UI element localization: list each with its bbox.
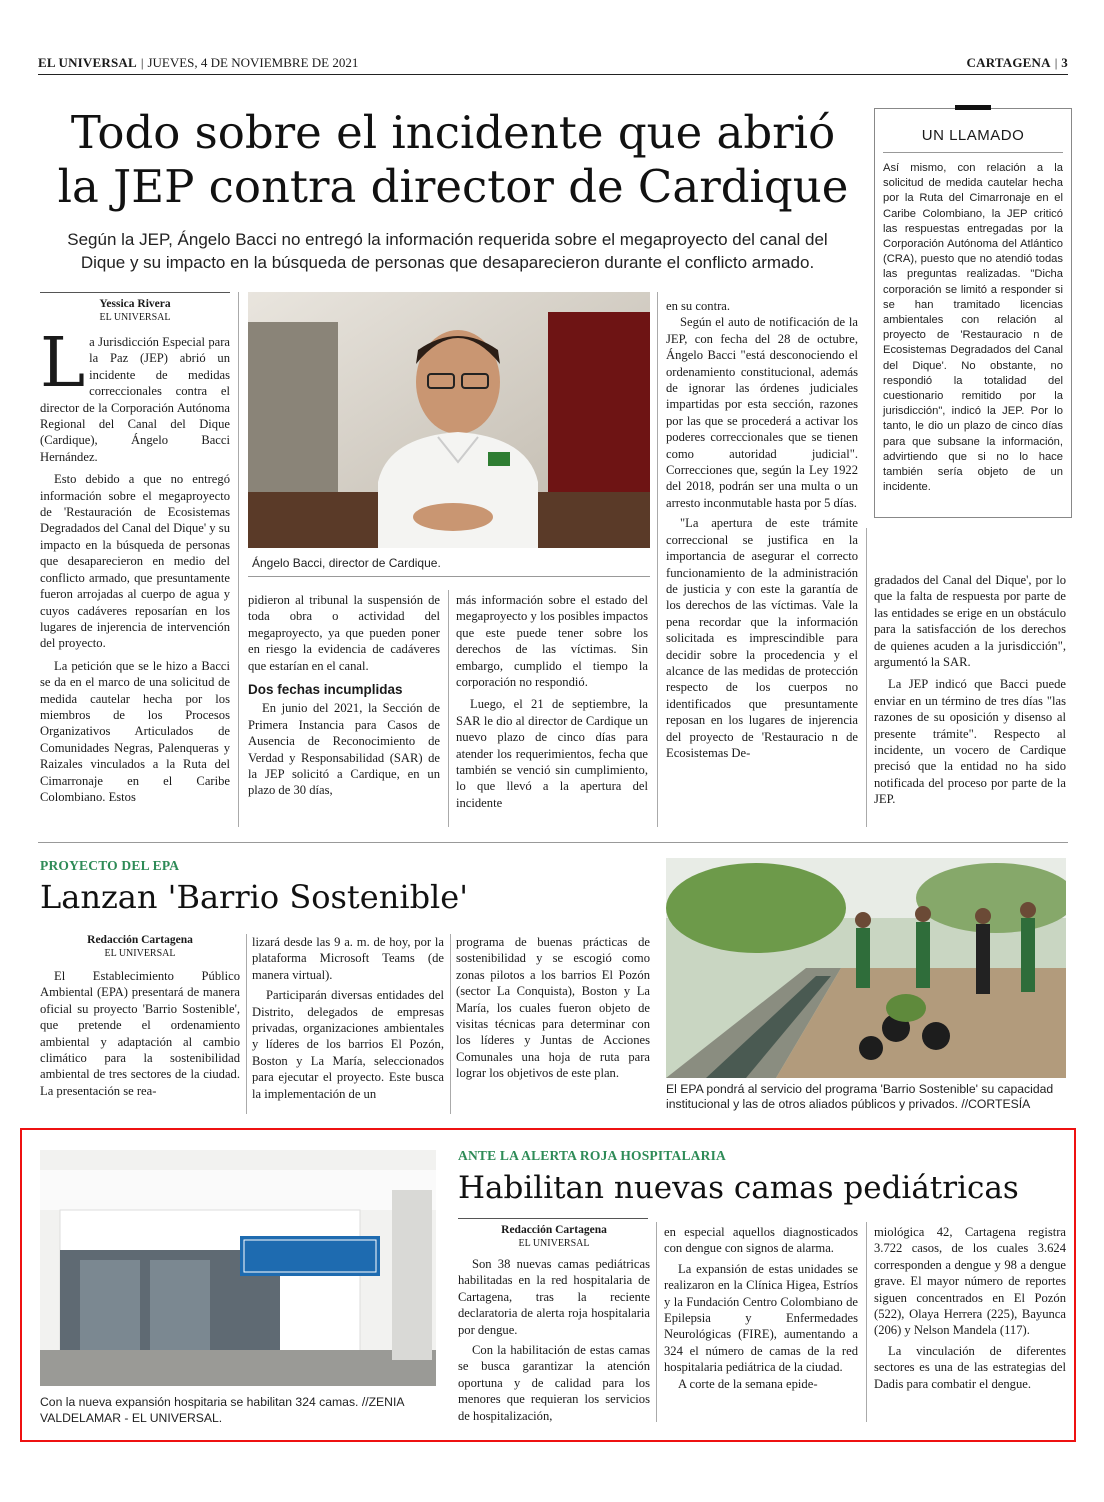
paragraph: "La apertura de este trámite correccional se justifica en la importancia de asegurar el correcto funcionamiento de la administración de justicia y con este la garantía de los derechos de las víctimas. Vale la pena recordar que la información solicitada es imprescindible para decidir sobre la procedencia y el alcance de las medidas de protección respecto de los cuerpos no identificados que presuntamente reposan en los lugares de injerencia del proyecto de 'Restauracio n de Ecosistemas De- [666, 516, 858, 760]
paragraph: Esto debido a que no entregó información sobre el megaproyecto de 'Restauración de Ecosistemas Degradados del Canal del Dique' y su impacto en la búsqueda de personas que desaparecieron en medio del conflicto armado, que presuntamente fueron arrojadas al cuerpo de agua y cuyos cadáveres reposarían en los lugares de injerencia de intervención del proyecto. [40, 472, 230, 651]
portrait-illustration [248, 292, 650, 548]
paragraph: El Establecimiento Público Ambiental (EPA) presentará de manera oficial su proyecto 'Barrio Sostenible', que pretende el ordenamiento ambiental y adaptación al cambio climático para la sostenibilidad ambiental de tres sectores de la ciudad. La presentación se rea- [40, 969, 240, 1098]
byline-publication: EL UNIVERSAL [518, 1238, 590, 1249]
photo-barrio-sostenible [666, 858, 1066, 1078]
lead-paragraph [40, 324, 230, 465]
paragraph: La expansión de estas unidades se realizaron en la Clínica Higea, Estríos y la Fundación Centro Colombiano de Epilepsia y Enfermedades Neurológicas (FIRE), aumentando a 324 el número de camas de la red hospitalaria pediátrica de la ciudad. [664, 1261, 858, 1375]
photo-angelo-bacci [248, 292, 650, 548]
paragraph: Según el auto de notificación de la JEP, con fecha del 28 de octubre, Ángelo Bacci "está desconociendo el ordenamiento constitucional, además de ignorar las órdenes judiciales impartidas por esta sección, razones por las que se procederá a activar los poderes correccionales que se tienen como autoridad judicial". Correcciones que, según la Ley 1922 del 2018, podrán ser una multa o un arresto inconmutable hasta por 5 días. [666, 315, 858, 510]
photo-hospital [40, 1150, 436, 1386]
photo-caption: Ángelo Bacci, director de Cardique. [252, 556, 441, 570]
camas-column-2 [664, 1224, 858, 1392]
paragraph: A corte de la semana epide- [678, 1376, 818, 1391]
epa-byline [40, 934, 240, 960]
sidebar-accent-bar [955, 105, 991, 110]
drop-cap: L [40, 324, 86, 403]
column-divider [450, 934, 451, 1114]
paragraph: La vinculación de diferentes sectores es una de las estrategias del Dadis para combatir el dengue. [874, 1343, 1066, 1391]
main-column-2 [248, 592, 440, 799]
epa-column-2 [252, 934, 444, 1102]
subheading: Dos fechas incumplidas [248, 682, 403, 698]
main-column-5 [874, 572, 1066, 808]
caption-rule [248, 576, 650, 577]
epa-kicker: PROYECTO DEL EPA [40, 858, 180, 873]
planting-scene-illustration [666, 858, 1066, 1078]
camas-headline: Habilitan nuevas camas pediátricas [458, 1170, 1019, 1206]
main-column-1 [40, 298, 230, 805]
main-deck [40, 228, 855, 274]
epa-headline: Lanzan 'Barrio Sostenible' [40, 878, 469, 916]
byline-author: Redacción Cartagena [87, 934, 193, 946]
sidebar-title: UN LLAMADO [883, 109, 1063, 153]
section-name: CARTAGENA [966, 55, 1051, 70]
column-divider [246, 934, 247, 1114]
byline-rule [458, 1218, 648, 1219]
masthead [38, 52, 1068, 75]
column-divider [448, 590, 449, 827]
epa-column-1 [40, 934, 240, 1099]
lead-text: a Jurisdicción Especial para la Paz (JEP) abrió un incidente de medidas correccionales contra el director de la Corporación Autónoma Regional del Canal del Dique (Cardique), Ángelo Bacci Hernández. [40, 335, 230, 464]
paragraph: en su contra. [666, 299, 730, 313]
hospital-building-illustration [40, 1150, 436, 1386]
paragraph: lizará desde las 9 a. m. de hoy, por la plataforma Microsoft Teams (de manera virtual). [252, 935, 444, 982]
byline-publication: EL UNIVERSAL [99, 312, 171, 323]
main-column-3 [456, 592, 648, 811]
column-divider [866, 528, 867, 827]
paragraph: La JEP indicó que Bacci puede enviar en un término de tres días "las razones de su oposición y disenso al presente trámite". Respecto al incidente, un vocero de Cardique precisó que la entidad no ha sido notificada del proceso por parte de la JEP. [874, 677, 1066, 807]
paragraph: gradados del Canal del Dique', por lo que la falta de respuesta por parte de las entidades se erige en un obstáculo para la satisfacción de los derechos de quienes acuden a la jurisdicción", argumentó la SAR. [874, 573, 1066, 670]
deck-line-2: Dique y su impacto en la búsqueda de personas que desaparecieron durante el conflicto armado. [80, 253, 815, 272]
paragraph: en especial aquellos diagnosticados con dengue con signos de alarma. [664, 1225, 858, 1256]
paragraph: En junio del 2021, la Sección de Primera Instancia para Casos de Ausencia de Reconocimiento de Verdad y Responsabilidad (SAR) de la JEP solicitó a Cardique, en un plazo de 30 días, [248, 701, 440, 798]
camas-byline [458, 1224, 650, 1250]
column-divider [238, 292, 239, 827]
hospital-photo-caption: Con la nueva expansión hospitaria se habilitan 324 camas. //ZENIA VALDELAMAR - EL UNIVERSAL. [40, 1395, 404, 1425]
main-byline [40, 298, 230, 324]
paragraph: miológica 42, Cartagena registra 3.722 casos, de los cuales 3.624 corresponden a dengue y 98 a dengue grave. El mayor número de reportes siguen concentrados en El Pozón (522), Olaya Herrera (225), Bayunca (206) y Nelson Mandela (117). [874, 1225, 1066, 1338]
byline-rule [40, 292, 230, 293]
paragraph: La petición que se le hizo a Bacci se da en el marco de una solicitud de medida cautelar hecha por los miembros de los Procesos Organizativos Articulados de Comunidades Negras, Palenqueras y Raizales vinculados a la Ruta del Cimarronaje en el Caribe Colombiano. Estos [40, 658, 230, 804]
epa-photo-caption: El EPA pondrá al servicio del programa 'Barrio Sostenible' su capacidad institucional y las de otros aliados públicos y privados. //CORTESÍA [666, 1082, 1054, 1111]
epa-column-3 [456, 934, 650, 1082]
column-divider [866, 1222, 867, 1422]
byline-publication: EL UNIVERSAL [104, 948, 176, 959]
section-divider [38, 842, 1068, 843]
byline-author: Redacción Cartagena [501, 1224, 607, 1236]
paragraph: Son 38 nuevas camas pediátricas habilitadas en la red hospitalaria de Cartagena, tras la reciente declaratoria de alerta roja hospitalaria por dengue. [458, 1257, 650, 1337]
camas-kicker: ANTE LA ALERTA ROJA HOSPITALARIA [458, 1148, 726, 1163]
camas-column-1 [458, 1224, 650, 1424]
column-divider [657, 292, 658, 827]
paragraph: pidieron al tribunal la suspensión de toda obra o actividad del megaproyecto, ya que pueden poner en riesgo la evidencia de cadáveres que estarían en el canal. [248, 593, 440, 673]
headline-line-1: Todo sobre el incidente que abrió [70, 106, 836, 159]
sidebar-body: Así mismo, con relación a la solicitud de medida cautelar hecha por la Ruta del Cimarronaje en el Caribe Colombiano, la JEP criticó las respuestas entregadas por la Corporación Autónoma del Atlántico (CRA), puesto que no atendió todas las preguntas realizadas. "Dicha corporación se limitó a responder si se han tramitado licencias ambientales con relación al proyecto de 'Restauracio n de Ecosistemas Degradados del Canal del Dique'. No obstante, no respondió la totalidad del cuestionario remitido por la jurisdicción", indicó la JEP. Por lo tanto, le dio un plazo de cinco días para que subsane la información, advirtiendo que si no lo hace también sería objeto de un incidente. [883, 162, 1063, 494]
column-divider [656, 1222, 657, 1422]
paragraph: Con la habilitación de estas camas se busca garantizar la atención oportuna y de calidad para los menores que requieran los servicios de hospitalización, [458, 1343, 650, 1423]
masthead-left: EL UNIVERSAL | JUEVES, 4 DE NOVIEMBRE DE 2021 [38, 55, 359, 70]
paper-name: EL UNIVERSAL [38, 55, 137, 70]
headline-line-2: la JEP contra director de Cardique [57, 160, 849, 213]
page-number: 3 [1061, 55, 1068, 70]
byline-author: Yessica Rivera [99, 298, 171, 310]
main-column-4 [666, 298, 858, 761]
paragraph: programa de buenas prácticas de sostenibilidad y se escogió como zonas pilotos a los barrios El Pozón (sector La Conquista), Boston y La María, los cuales fueron objeto de visitas técnicas para determinar con los líderes y Juntas de Acciones Comunales una hoja de ruta para lograr los objetivos de este plan. [456, 935, 650, 1081]
deck-line-1: Según la JEP, Ángelo Bacci no entregó la información requerida sobre el megaproyecto del canal del [67, 230, 828, 249]
sidebar-un-llamado [874, 108, 1072, 518]
camas-column-3 [874, 1224, 1066, 1392]
issue-date: JUEVES, 4 DE NOVIEMBRE DE 2021 [147, 55, 359, 70]
main-headline [38, 106, 868, 214]
paragraph: Participarán diversas entidades del Distrito, delegados de empresas privadas, organizaciones ambientales y líderes de los barrios El Pozón, Boston y La María, seleccionados para ejecutar el proyecto. Este busca la implementación de un [252, 988, 444, 1101]
masthead-right: CARTAGENA | 3 [966, 55, 1068, 70]
paragraph: más información sobre el estado del megaproyecto y los posibles impactos que este puede tener sobre los derechos de las víctimas. Sin embargo, cumplido el tiempo la corporación no respondió. [456, 593, 648, 690]
paragraph: Luego, el 21 de septiembre, la SAR le dio al director de Cardique un nuevo plazo de cinco días para atender los requerimientos, fecha que también se venció sin cumplimiento, lo que llevó a la apertura del incidente [456, 697, 648, 810]
